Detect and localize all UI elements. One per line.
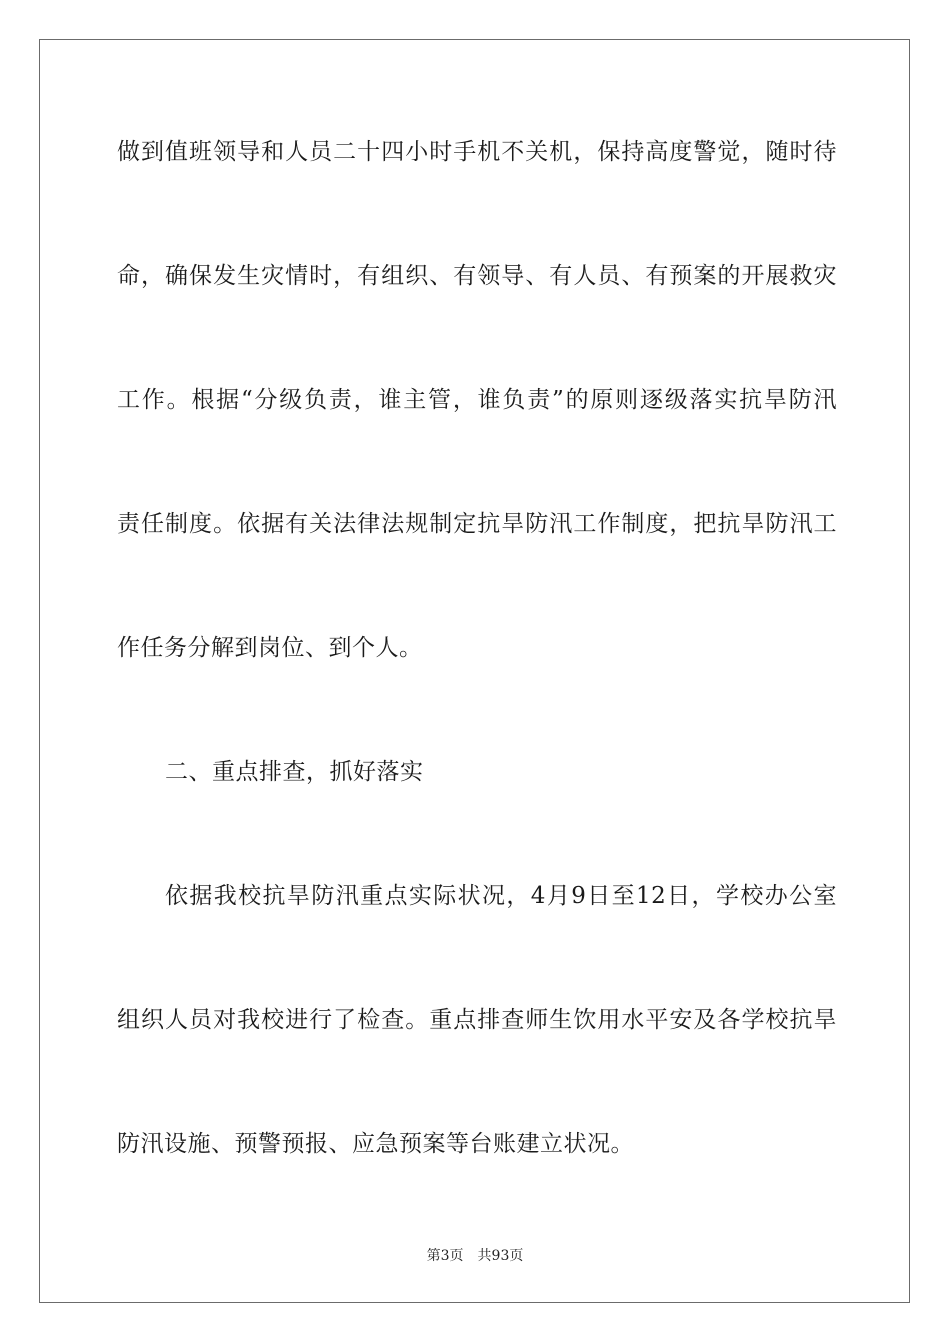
body-text-line: 做到值班领导和人员二十四小时手机不关机，保持高度警觉，随时待 xyxy=(117,139,837,165)
body-text-line: 防汛设施、预警预报、应急预案等台账建立状况。 xyxy=(117,1131,634,1157)
body-text-line: 命，确保发生灾情时，有组织、有领导、有人员、有预案的开展救灾 xyxy=(117,263,837,289)
body-text-line: 作任务分解到岗位、到个人。 xyxy=(117,635,423,661)
body-text-line: 组织人员对我校进行了检查。重点排查师生饮用水平安及各学校抗旱 xyxy=(117,1007,837,1033)
paragraph-first-line: 依据我校抗旱防汛重点实际状况，4月9日至12日，学校办公室 xyxy=(165,883,837,909)
page-footer xyxy=(0,1247,950,1265)
body-text-line: 工作。根据“分级负责，谁主管，谁负责”的原则逐级落实抗旱防汛 xyxy=(117,387,837,413)
body-text-line: 责任制度。依据有关法律法规制定抗旱防汛工作制度，把抗旱防汛工 xyxy=(117,511,837,537)
section-heading: 二、重点排查，抓好落实 xyxy=(165,759,424,785)
page-border xyxy=(39,39,910,1303)
page-number: 第3页 xyxy=(426,1248,464,1264)
total-pages: 共93页 xyxy=(477,1248,524,1264)
